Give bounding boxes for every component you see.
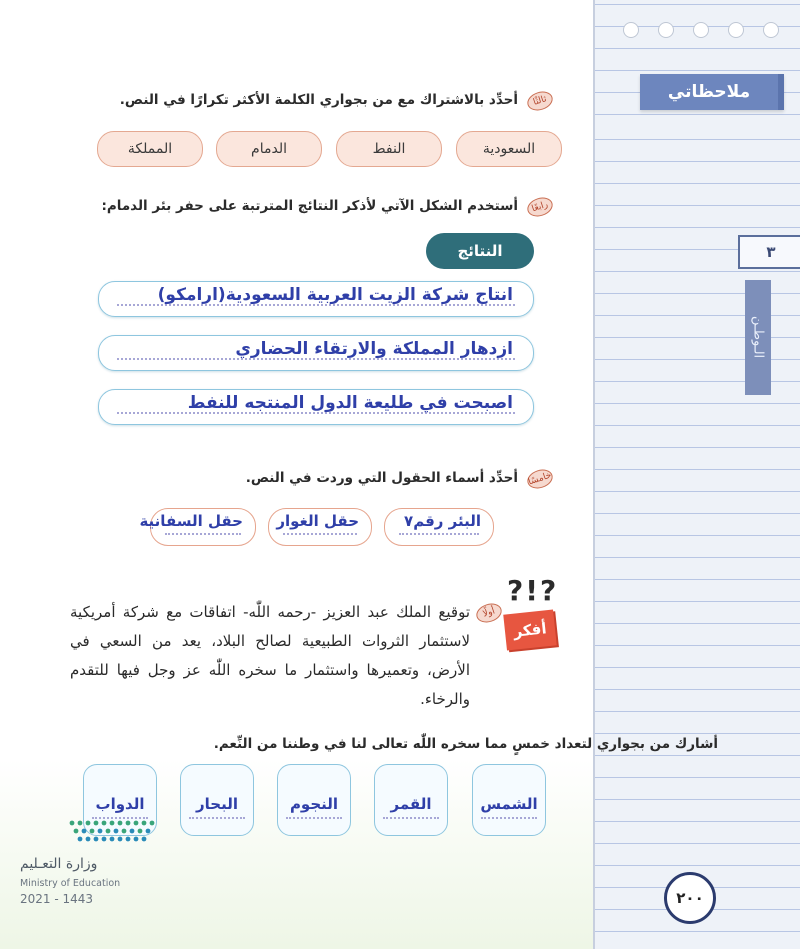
- result-answer: اصبحت في طليعة الدول المنتجه للنفط: [187, 393, 513, 413]
- q3-instruction: أحدِّد بالاشتراك مع من بجواري الكلمة الأكثر تكرارًا في النص.: [119, 92, 518, 108]
- field-answer: حقل الغوار: [276, 512, 359, 530]
- option-pill[interactable]: المملكة: [97, 131, 203, 167]
- chapter-number: ٣: [738, 235, 800, 269]
- notes-title: ملاحظاتي: [640, 74, 784, 110]
- option-pill[interactable]: الدمام: [216, 131, 322, 167]
- field-answer-box[interactable]: [268, 508, 372, 546]
- q3-badge: ثالثًا: [525, 88, 555, 113]
- think-badge: أولًا: [474, 600, 504, 625]
- option-pill[interactable]: السعودية: [456, 131, 562, 167]
- q4-badge: رابعًا: [525, 194, 555, 219]
- think-paragraph: توقيع الملك عبد العزيز -رحمه اللّٰه- اتفاقات مع شركة أمريكية لاستثمار الثروات الطبيعية لصالح البلاد، يعد من السعي في الأرض، وتعميرها واستثمار ما سخره اللّٰه عز وجل فيها للتقدم والرخاء.: [70, 603, 470, 708]
- notes-panel: [593, 0, 800, 949]
- q4-instruction: أستخدم الشكل الآتي لأذكر النتائج المترتبة على حفر بئر الدمام:: [101, 198, 518, 214]
- ministry-name-en: Ministry of Education: [20, 878, 121, 889]
- blessing-answer: القمر: [390, 795, 432, 813]
- result-answer-box[interactable]: [98, 281, 534, 317]
- blessing-answer: البحار: [196, 795, 238, 813]
- page-number: ٢٠٠: [664, 872, 716, 924]
- binder-hole: [728, 22, 744, 38]
- field-answer: البئر رقم٧: [404, 512, 481, 530]
- blessing-card[interactable]: [472, 764, 546, 836]
- field-answer: حقل السفانية: [139, 512, 243, 530]
- think-label: أفكر: [503, 609, 556, 650]
- blessing-answer: النجوم: [289, 795, 339, 813]
- share-instruction: أشارك من بجواري لتعداد خمسٍ مما سخره اللّٰه تعالى لنا في وطننا من النِّعم.: [213, 736, 718, 752]
- binder-hole: [693, 22, 709, 38]
- option-pill[interactable]: النفط: [336, 131, 442, 167]
- result-answer-box[interactable]: [98, 335, 534, 371]
- q5-instruction: أحدِّد أسماء الحقول التي وردت في النص.: [245, 470, 518, 486]
- field-answer-box[interactable]: [139, 508, 256, 546]
- q5-badge: خامسًا: [525, 466, 555, 491]
- blessing-answer: الشمس: [480, 795, 538, 813]
- blessing-card[interactable]: [277, 764, 351, 836]
- blessing-answer: الدواب: [95, 795, 145, 813]
- results-title: النتائج: [426, 233, 534, 269]
- result-answer: ازدهار المملكة والارتقاء الحضاري: [235, 339, 513, 359]
- binder-hole: [658, 22, 674, 38]
- chapter-title: الـوطـن: [745, 280, 771, 395]
- field-answer-box[interactable]: [384, 508, 494, 546]
- binder-hole: [763, 22, 779, 38]
- result-answer: انتاج شركة الزيت العربية السعودية(ارامكو): [157, 285, 513, 305]
- blessing-card[interactable]: [374, 764, 448, 836]
- blessing-card[interactable]: [180, 764, 254, 836]
- binder-hole: [623, 22, 639, 38]
- edition-year: 2021 - 1443: [20, 892, 94, 906]
- question-marks-icon: ?!?: [507, 574, 559, 607]
- result-answer-box[interactable]: [98, 389, 534, 425]
- ministry-logo-icon: [66, 817, 160, 849]
- ministry-name-ar: وزارة التعـليم: [20, 856, 98, 872]
